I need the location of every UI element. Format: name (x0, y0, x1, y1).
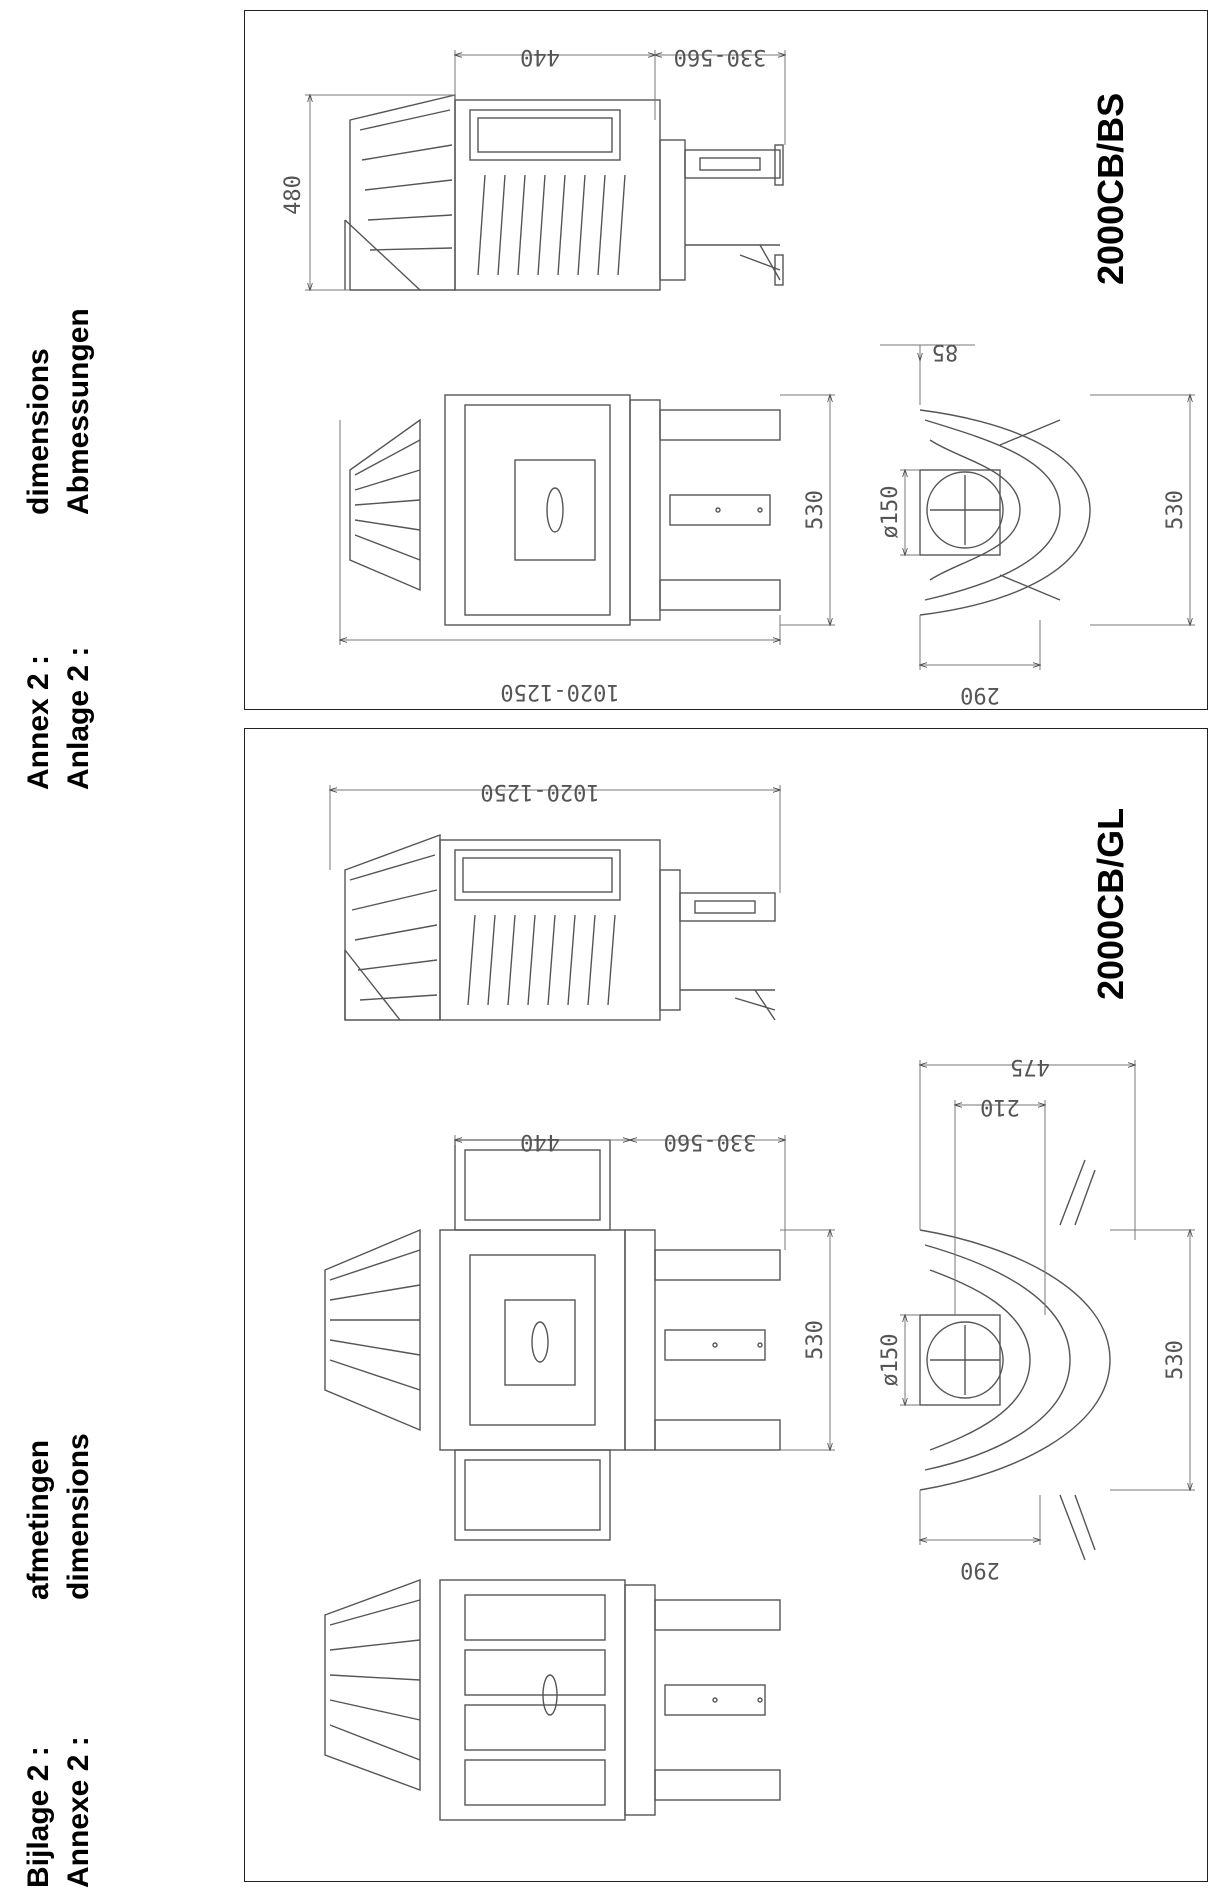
header-dimensions-en: dimensions (22, 348, 55, 515)
gl-dim-330-560: 330-560 (663, 1129, 757, 1154)
bs-dim-290: 290 (960, 682, 1000, 707)
header-dimensions-fr: dimensions (62, 1433, 95, 1600)
header-abmessungen: Abmessungen (62, 308, 95, 515)
gl-top-dimensions (900, 1060, 1195, 1545)
gl-dim-150: ø150 (878, 1333, 903, 1387)
gl-dim-440: 440 (520, 1129, 560, 1154)
bs-dim-530-top: 530 (1163, 490, 1188, 530)
gl-dim-1020-1250: 1020-1250 (480, 779, 600, 804)
bs-dim-530-front: 530 (803, 490, 828, 530)
bs-front-dimensions (340, 395, 835, 645)
gl-front-dimensions (455, 1135, 835, 1450)
gl-dim-210: 210 (980, 1094, 1020, 1119)
gl-top-view (920, 1160, 1110, 1560)
bs-dim-150: ø150 (878, 485, 903, 539)
bs-dim-480: 480 (281, 175, 306, 215)
header-afmetingen: afmetingen (22, 1439, 55, 1600)
bs-top-view (920, 410, 1090, 615)
bs-dim-1020-1250: 1020-1250 (500, 679, 620, 704)
model-label-bs: 2000CB/BS (1090, 92, 1131, 285)
gl-dim-475: 475 (1010, 1054, 1050, 1079)
header-anlage: Anlage 2 : (62, 646, 95, 790)
gl-left-front-view (325, 1580, 780, 1820)
bs-front-view (350, 395, 780, 625)
bs-side-view (345, 95, 783, 290)
header-bijlage: Bijlage 2 : (22, 1746, 55, 1888)
model-label-gl: 2000CB/GL (1090, 807, 1131, 1000)
gl-dim-530-top: 530 (1163, 1340, 1188, 1380)
header-annexe: Annexe 2 : (62, 1736, 95, 1888)
gl-dim-290: 290 (960, 1557, 1000, 1582)
bs-dim-330-560: 330-560 (673, 44, 767, 69)
bs-dim-440: 440 (520, 44, 560, 69)
header-annex: Annex 2 : (22, 654, 55, 790)
gl-front-view (325, 1140, 780, 1540)
gl-dim-530-front: 530 (803, 1320, 828, 1360)
bs-dim-85: 85 (931, 339, 959, 364)
gl-side-view (345, 835, 775, 1020)
